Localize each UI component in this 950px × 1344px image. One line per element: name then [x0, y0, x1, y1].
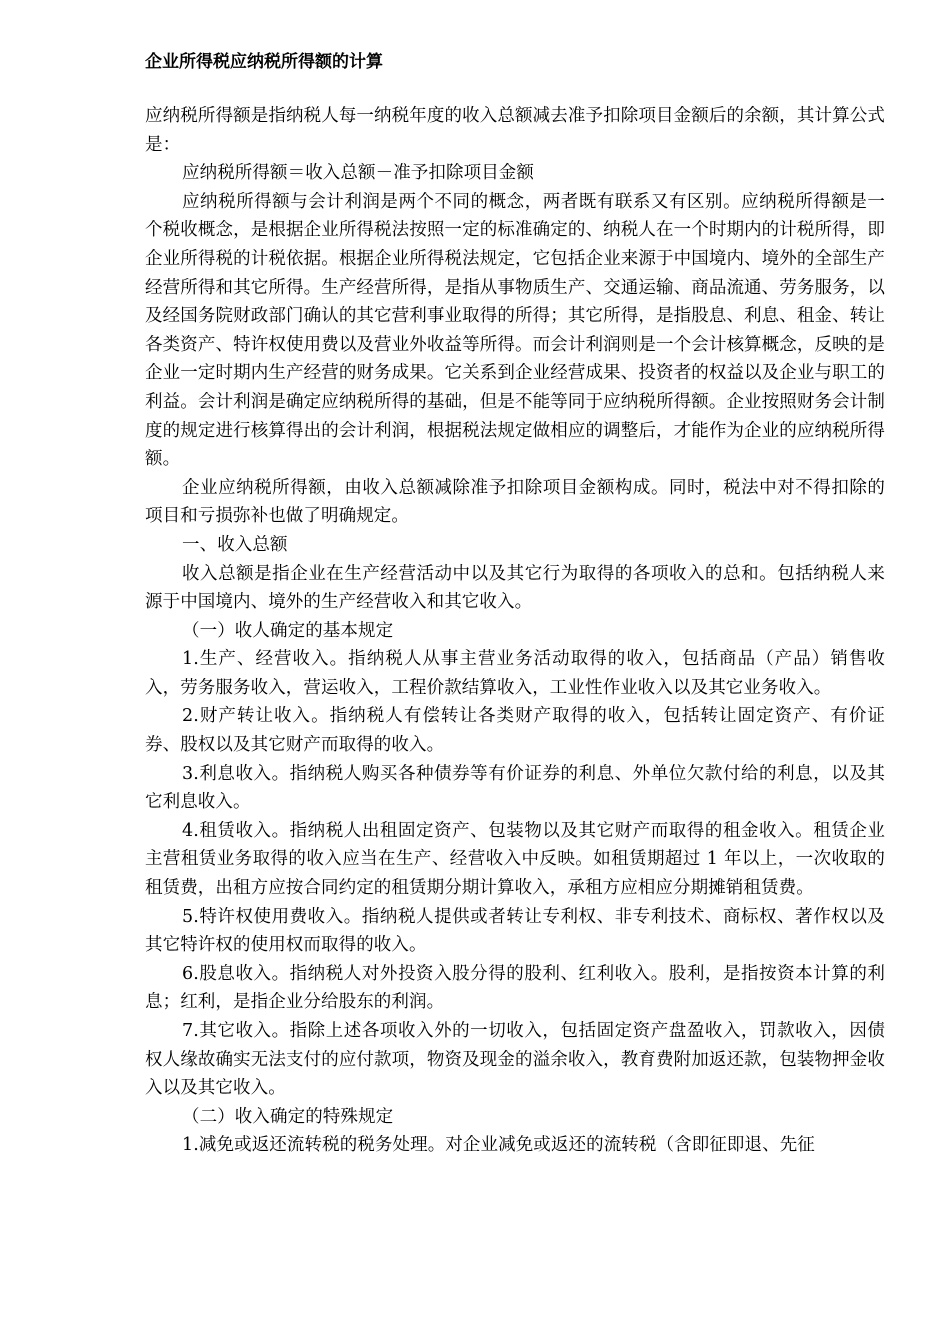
list-item-royalty-income: 5.特许权使用费收入。指纳税人提供或者转让专利权、非专利技术、商标权、著作权以及其它特许权的使用权而取得的收入。 — [145, 906, 885, 956]
paragraph-formula-intro: 应纳税所得额是指纳税人每一纳税年度的收入总额减去准予扣除项目金额后的余额，其计算公式是： — [145, 106, 885, 155]
paragraph-formula: 应纳税所得额＝收入总额－准予扣除项目金额 — [182, 163, 534, 184]
paragraph-concept-comparison: 应纳税所得额与会计利润是两个不同的概念，两者既有联系又有区别。应纳税所得额是一个税收概念，是根据企业所得税法按照一定的标准确定的、纳税人在一个时期内的计税所得，即企业所得税的计税依据。根据企业所得税法规定，它包括企业来源于中国境内、境外的全部生产经营所得和其它所得。生产经营所得，是指从事物质生产、交通运输、商品流通、劳务服务，以及经国务院财政部门确认的其它营利事业取得的所得；其它所得，是指股息、利息、租金、转让各类资产、特许权使用费以及营业外收益等所得。而会计利润则是一个会计核算概念，反映的是企业一定时期内生产经营的财务成果。它关系到企业经营成果、投资者的权益以及企业与职工的利益。会计利润是确定应纳税所得的基础，但是不能等同于应纳税所得额。企业按照财务会计制度的规定进行核算得出的会计利润，根据税法规定做相应的调整后，才能作为企业的应纳税所得额。 — [145, 191, 885, 470]
paragraph-composition: 企业应纳税所得额，由收入总额减除准予扣除项目金额构成。同时，税法中对不得扣除的项目和亏损弥补也做了明确规定。 — [145, 477, 885, 527]
list-item-other-income: 7.其它收入。指除上述各项收入外的一切收入，包括固定资产盘盈收入，罚款收入，因债权人缘故确实无法支付的应付款项，物资及现金的溢余收入，教育费附加返还款，包装物押金收入以及其它收入。 — [145, 1021, 885, 1099]
list-item-operating-income: 1.生产、经营收入。指纳税人从事主营业务活动取得的收入，包括商品（产品）销售收入，劳务服务收入，营运收入，工程价款结算收入，工业性作业收入以及其它业务收入。 — [145, 649, 885, 698]
list-item-rental-income: 4.租赁收入。指纳税人出租固定资产、包装物以及其它财产而取得的租金收入。租赁企业主营租赁业务取得的收入应当在生产、经营收入中反映。如租赁期超过 1 年以上，一次收取的租赁费，出租方应按合同约定的租赁期分期计算收入，承租方应相应分期摊销租赁费。 — [145, 820, 885, 899]
subsection-heading-basic-rules: （一）收人确定的基本规定 — [182, 620, 394, 641]
list-item-tax-refund-treatment: 1.减免或返还流转税的税务处理。对企业减免或返还的流转税（含即征即退、先征 — [182, 1135, 815, 1156]
document-page — [145, 48, 885, 1160]
list-item-interest-income: 3.利息收入。指纳税人购买各种债券等有价证券的利息、外单位欠款付给的利息，以及其它利息收入。 — [145, 763, 885, 813]
list-item-property-transfer-income: 2.财产转让收入。指纳税人有偿转让各类财产取得的收入，包括转让固定资产、有价证券、股权以及其它财产而取得的收入。 — [145, 706, 885, 756]
document-body — [145, 102, 885, 1160]
section-heading-total-income: 一、收入总额 — [182, 534, 288, 555]
list-item-dividend-income: 6.股息收入。指纳税人对外投资入股分得的股利、红利收入。股利，是指按资本计算的利息；红利，是指企业分给股东的利润。 — [145, 963, 885, 1013]
document-title: 企业所得税应纳税所得额的计算 — [145, 52, 383, 72]
paragraph-total-income-definition: 收入总额是指企业在生产经营活动中以及其它行为取得的各项收入的总和。包括纳税人来源于中国境内、境外的生产经营收入和其它收入。 — [145, 563, 885, 613]
subsection-heading-special-rules: （二）收入确定的特殊规定 — [182, 1106, 394, 1127]
